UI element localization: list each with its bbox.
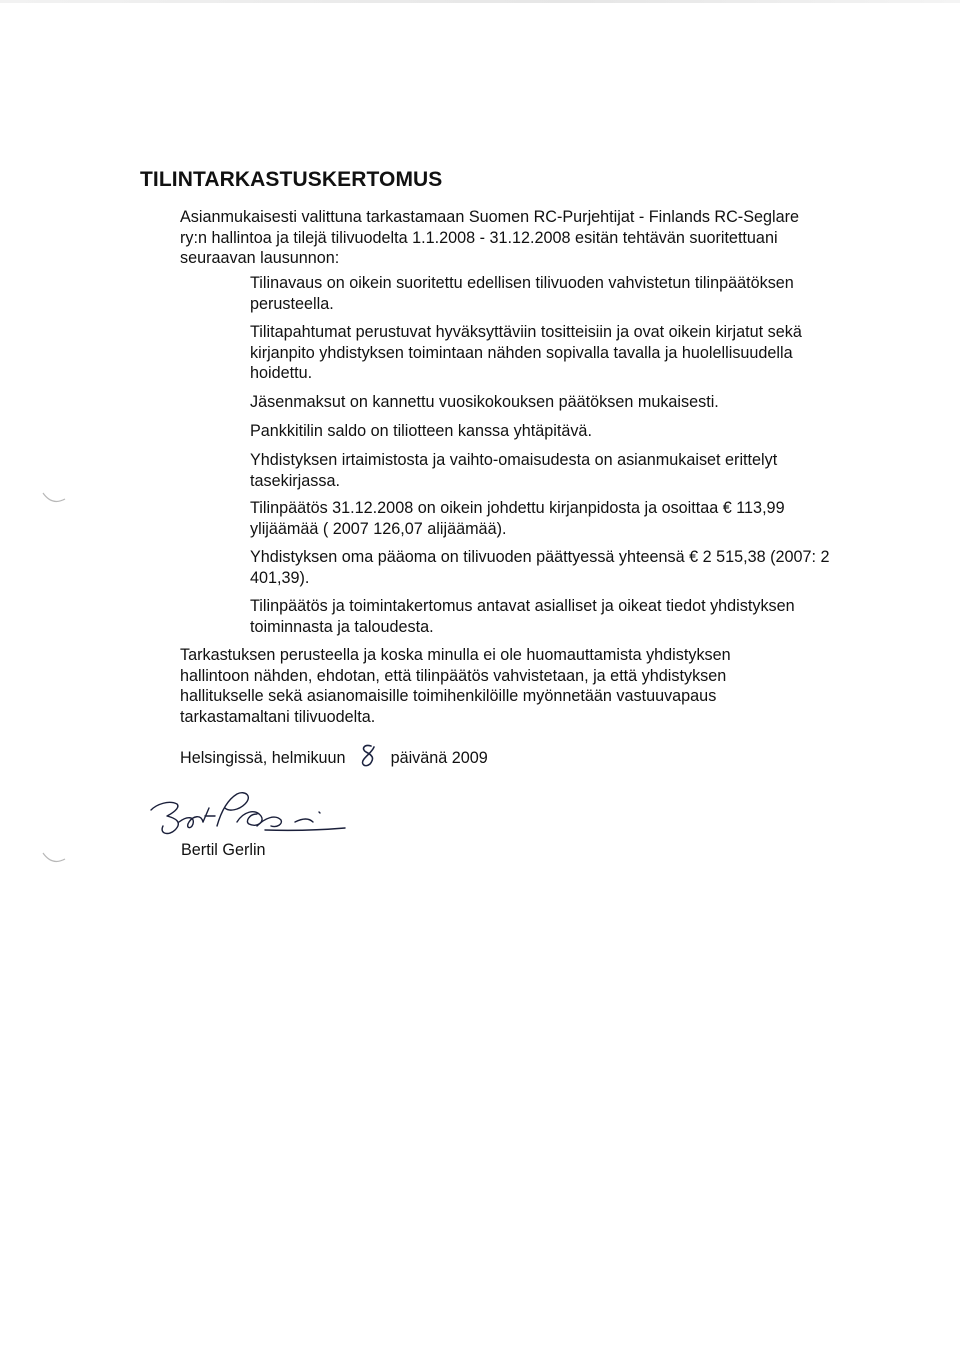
statement-item: Yhdistyksen oma pääoma on tilivuoden päättyessä yhteensä € 2 515,38 (2007: 2 401,39). — [250, 548, 830, 587]
conclusion-paragraph: Tarkastuksen perusteella ja koska minulla ei ole huomauttamista yhdistyksen hallintoon nähden, ehdotan, että tilinpäätös vahvistetaan, ja että yhdistyksen hallitukselle sekä asianomaisille toimihenkilöille myönnetään vastuuvapaus tarkastamaltani tilivuodelta. — [180, 646, 731, 726]
place-date-line — [180, 743, 488, 769]
statement-item: Tilitapahtumat perustuvat hyväksyttäviin tositteisiin ja ovat oikein kirjatut sekä kirjanpito yhdistyksen toimintaan nähden sopivalla tavalla ja huolellisuudella hoidettu. — [250, 323, 802, 382]
statement-item: Jäsenmaksut on kannettu vuosikokouksen päätöksen mukaisesti. — [250, 393, 719, 411]
intro-paragraph: Asianmukaisesti valittuna tarkastamaan Suomen RC-Purjehtijat - Finlands RC-Seglare ry:n hallintoa ja tilejä tilivuodelta 1.1.2008 - 31.12.2008 esitän tehtävän suoritettuani seuraavan lausunnon: — [180, 208, 799, 267]
statement-item: Pankkitilin saldo on tiliotteen kanssa yhtäpitävä. — [250, 422, 592, 440]
handwritten-day — [350, 743, 386, 769]
statement-item: Tilinavaus on oikein suoritettu edellisen tilivuoden vahvistetun tilinpäätöksen perusteella. — [250, 274, 794, 313]
handwritten-signature — [145, 782, 360, 844]
day-value — [350, 769, 351, 770]
handwritten-eight-icon — [350, 743, 386, 769]
statement-item: Tilinpäätös ja toimintakertomus antavat asialliset ja oikeat tiedot yhdistyksen toiminnasta ja taloudesta. — [250, 597, 795, 636]
place-text: Helsingissä, helmikuun — [180, 749, 346, 767]
statement-item: Tilinpäätös 31.12.2008 on oikein johdettu kirjanpidosta ja osoittaa € 113,99 ylijäämää ( 2007 126,07 alijäämää). — [250, 499, 785, 538]
signer-name: Bertil Gerlin — [181, 841, 266, 859]
document-title: TILINTARKASTUSKERTOMUS — [140, 168, 443, 191]
date-suffix-text: päivänä 2009 — [390, 749, 488, 767]
statement-item: Yhdistyksen irtaimistosta ja vaihto-omaisudesta on asianmukaiset erittelyt tasekirjassa. — [250, 451, 778, 490]
punch-hole-mark — [40, 850, 68, 868]
scan-edge — [0, 0, 960, 3]
punch-hole-mark — [40, 490, 68, 508]
